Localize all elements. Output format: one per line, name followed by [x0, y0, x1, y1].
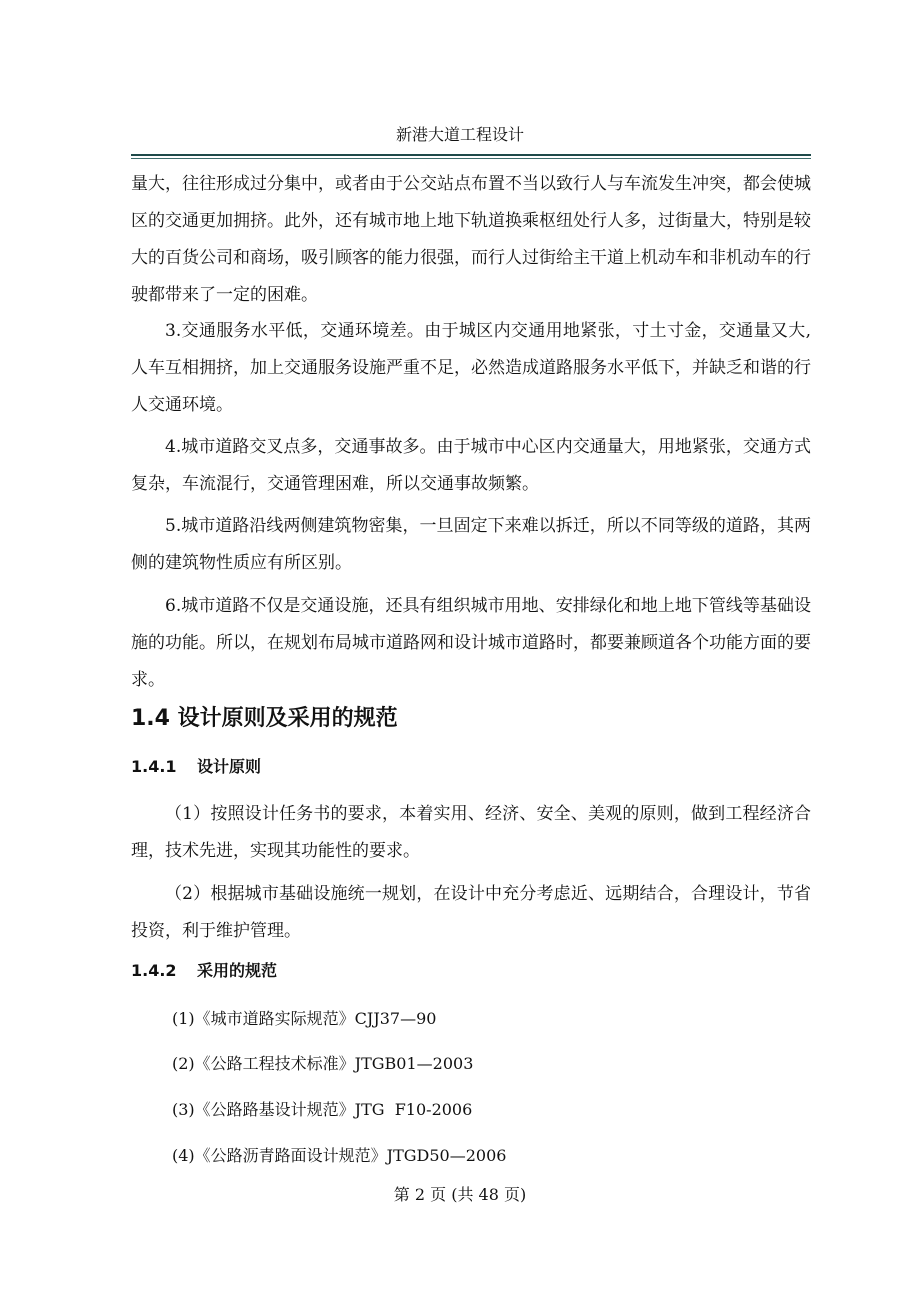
paragraph-item-5: 5.城市道路沿线两侧建筑物密集，一旦固定下来难以拆迁，所以不同等级的道路，其两侧的建筑物性质应有所区别。 — [131, 516, 811, 573]
section-heading: 1.4 设计原则及采用的规范 — [131, 706, 398, 731]
subsection-heading-standards — [131, 956, 277, 986]
paragraph-item-3: 3.交通服务水平低，交通环境差。由于城区内交通用地紧张，寸土寸金，交通量又大,人车互相拥挤，加上交通服务设施严重不足，必然造成道路服务水平低下，并缺乏和谐的行人交通环境。 — [131, 321, 811, 415]
subsection-number: 1.4.2 — [131, 961, 177, 980]
subsection-title: 采用的规范 — [197, 961, 278, 980]
running-header: 新港大道工程设计 — [395, 125, 524, 144]
principle-1: （1）按照设计任务书的要求，本着实用、经济、安全、美观的原则，做到工程经济合理，技术先进，实现其功能性的要求。 — [131, 804, 811, 861]
header-rule — [131, 154, 811, 156]
standard-item-1: (1)《城市道路实际规范》CJJ37—90 — [172, 1009, 437, 1028]
standard-item-4: (4)《公路沥青路面设计规范》JTGD50—2006 — [172, 1146, 507, 1165]
paragraph-item-4: 4.城市道路交叉点多，交通事故多。由于城市中心区内交通量大，用地紧张，交通方式复杂，车流混行，交通管理困难，所以交通事故频繁。 — [131, 437, 811, 494]
subsection-heading-principles — [131, 752, 261, 782]
subsection-title: 设计原则 — [197, 757, 262, 776]
paragraph-item-6: 6.城市道路不仅是交通设施，还具有组织城市用地、安排绿化和地上地下管线等基础设施的功能。所以，在规划布局城市道路网和设计城市道路时，都要兼顾道各个功能方面的要求。 — [131, 596, 811, 690]
header-rule-thin — [131, 158, 811, 159]
page-footer: 第 2 页 (共 48 页) — [393, 1185, 527, 1204]
subsection-number: 1.4.1 — [131, 757, 177, 776]
principle-2: （2）根据城市基础设施统一规划，在设计中充分考虑近、远期结合，合理设计，节省投资，利于维护管理。 — [131, 884, 811, 941]
paragraph-continued: 量大，往往形成过分集中，或者由于公交站点布置不当以致行人与车流发生冲突，都会使城区的交通更加拥挤。此外，还有城市地上地下轨道换乘枢纽处行人多，过街量大，特别是较大的百货公司和商场，吸引顾客的能力很强，而行人过街给主干道上机动车和非机动车的行驶都带来了一定的困难。 — [131, 174, 811, 305]
standard-item-3: (3)《公路路基设计规范》JTG F10-2006 — [172, 1100, 473, 1119]
standard-item-2: (2)《公路工程技术标准》JTGB01—2003 — [172, 1054, 474, 1073]
